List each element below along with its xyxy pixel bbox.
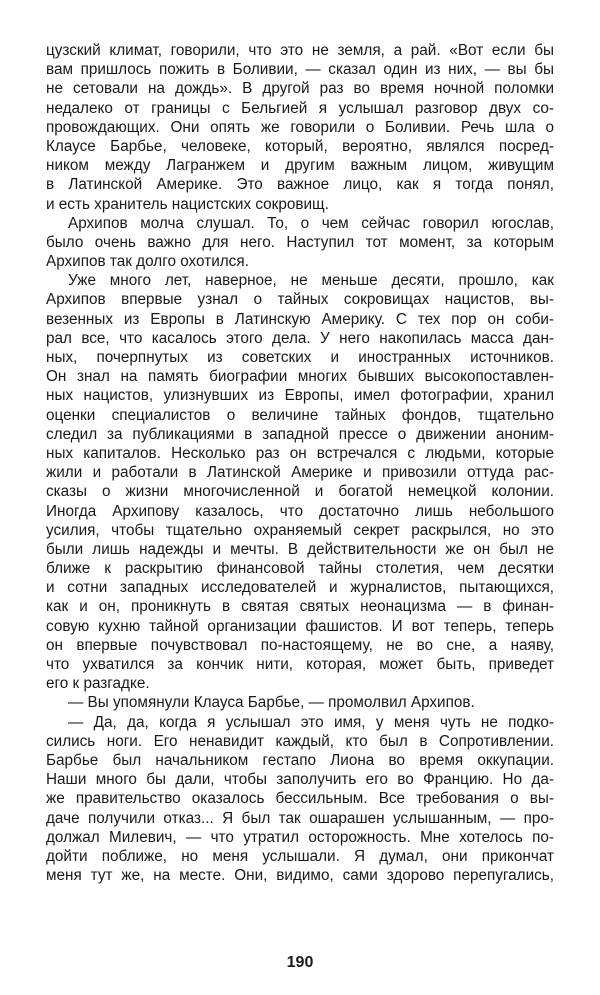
text-line: ных, почерпнутых из советских и иностранных источников. (46, 349, 554, 366)
paragraph (46, 41, 554, 214)
text-line: совую кухню тайной организации фашистов. И вот теперь, теперь (46, 617, 554, 635)
text-line: Иногда Архипову казалось, что достаточно лишь небольшого (46, 502, 554, 520)
text-line: Наши много бы дали, чтобы заполучить его во Францию. Но да- (46, 771, 554, 789)
text-line: вам пришлось пожить в Боливии, — сказал один из них, — вы бы (46, 61, 554, 79)
text-line: как и он, проникнуть в святая святых неонацизма — в финан- (46, 598, 554, 616)
page-number: 190 (286, 954, 314, 971)
text-line: даче получили отказ... Я был так ошарашен услышанным, — про- (46, 809, 554, 827)
text-line: должал Милевич, — что утратил осторожность. Мне хотелось по- (46, 828, 554, 846)
text-line: были лишь надежды и мечты. В действительности же он был не (46, 540, 554, 558)
text-line: в Латинской Америке. Это важное лицо, как я тогда понял, (46, 176, 554, 194)
text-line: жили и работали в Латинской Америке и привозили оттуда рас- (46, 464, 554, 482)
text-line: дойти поближе, но меня услышали. Я думал, они прикончат (46, 847, 554, 865)
text-line: везенных из Европы в Латинскую Америку. С тех пор он соби- (46, 310, 554, 328)
text-line: цузский климат, говорили, что это не земля, а рай. «Вот если бы (46, 42, 554, 59)
text-line: Архипов молча слушал. То, о чем сейчас говорил югослав, (68, 214, 554, 232)
paragraph (46, 271, 554, 693)
text-line: Архипов впервые узнал о тайных сокровищах нацистов, вы- (46, 291, 554, 309)
body-text (46, 41, 554, 885)
text-line: было очень важно для него. Наступил тот момент, за которым (46, 233, 554, 251)
paragraph (46, 693, 554, 712)
text-line: усилия, чтобы тщательно охраняемый секрет раскрылся, но это (46, 521, 554, 539)
text-line: что ухватился за кончик нити, которая, может быть, приведет (46, 656, 554, 673)
text-line: ных нацистов, улизнувших из Европы, имел фотографии, хранил (46, 387, 554, 405)
text-line: провождающих. Они опять же говорили о Боливии. Речь шла о (46, 118, 554, 136)
text-line: Клаусе Барбье, человеке, который, вероятно, являлся посред- (46, 137, 554, 155)
text-line: рал все, что касалось этого дела. У него накопилась масса дан- (46, 329, 554, 347)
paragraph (46, 214, 554, 272)
text-line: и сотни западных исследователей и журналистов, пытающихся, (46, 579, 554, 597)
text-line: же правительство оказалось бессильным. Все требования о вы- (46, 790, 554, 808)
text-line: ближе к раскрытию финансовой тайны столетия, чем десятки (46, 560, 554, 578)
text-line: ных капиталов. Несколько раз он встречался с людьми, которые (46, 444, 554, 462)
text-line: он впервые почувствовал по-настоящему, не во сне, а наяву, (46, 636, 554, 654)
paragraph (46, 713, 554, 886)
text-line: Барбье был начальником гестапо Лиона во время оккупации. (46, 751, 554, 769)
text-line: Он знал на память биографии многих бывших высокопоставлен- (46, 368, 554, 386)
text-line: ником между Лагранжем и другим важным лицом, живущим (46, 157, 554, 175)
text-line: оценки специалистов о величине тайных фондов, тщательно (46, 406, 554, 424)
text-line: и есть хранитель нацистских сокровищ. (46, 195, 329, 213)
text-line: — Да, да, когда я услышал это имя, у меня чуть не подко- (68, 713, 554, 731)
text-line: меня тут же, на месте. Они, видимо, сами здорово перепугались, (46, 867, 554, 885)
text-line: недалеко от границы с Бельгией я услышал разговор двух со- (46, 99, 554, 117)
text-line: Архипов так долго охотился. (46, 253, 249, 271)
text-line: его к разгадке. (46, 675, 150, 693)
text-line: сились ноги. Его ненавидит каждый, кто был в Сопротивлении. (46, 732, 554, 750)
text-line: Уже много лет, наверное, не меньше десяти, прошло, как (68, 272, 554, 290)
text-line: не сетовали на дождь». В другой раз во время ночной поломки (46, 80, 554, 98)
text-line: — Вы упомянули Клауса Барбье, — промолвил Архипов. (68, 694, 475, 712)
text-line: сказы о жизни многочисленной и богатой немецкой колонии. (46, 483, 554, 501)
text-line: следил за публикациями в западной прессе о движении аноним- (46, 425, 554, 443)
